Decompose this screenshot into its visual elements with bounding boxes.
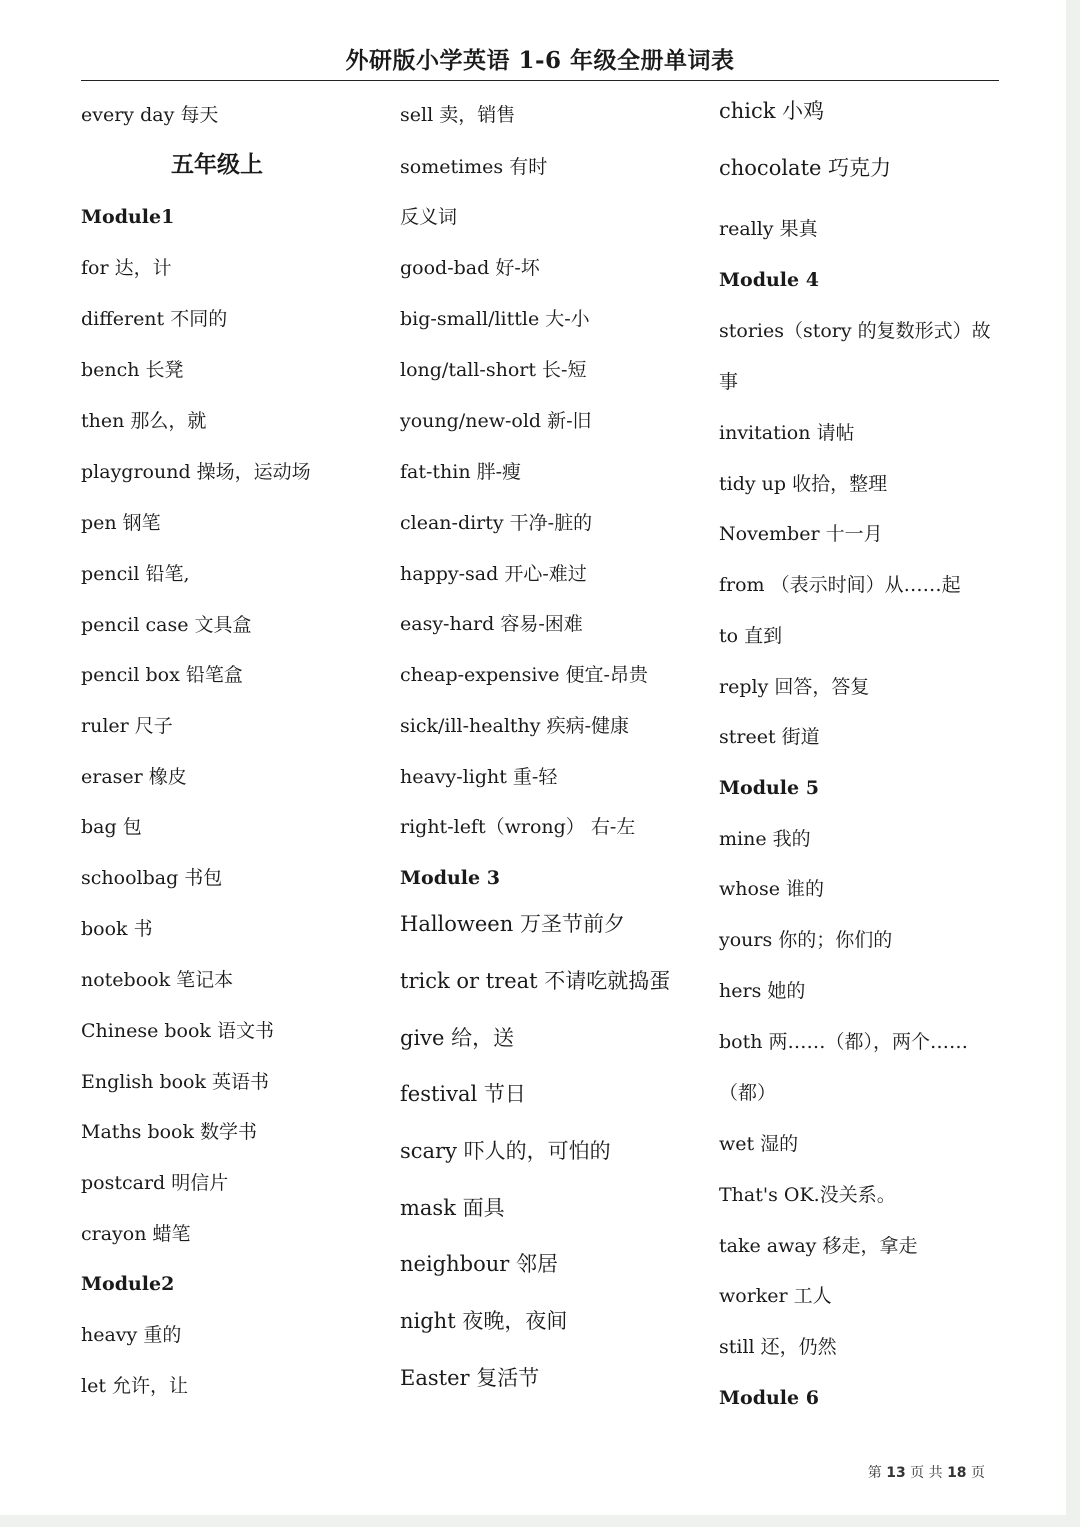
vocab-entry: That's OK.没关系。 (719, 1184, 896, 1206)
vocab-entry: let 允许，让 (81, 1375, 188, 1397)
vocab-entry: sometimes 有时 (400, 156, 548, 178)
section-heading: Module 3 (400, 867, 500, 889)
vocab-entry: Easter 复活节 (400, 1366, 540, 1390)
vocab-entry: happy-sad 开心-难过 (400, 563, 587, 585)
vocab-entry: sick/ill-healthy 疾病-健康 (400, 715, 629, 737)
document-title: 外研版小学英语 1-6 年级全册单词表 (345, 47, 735, 74)
total-page-count: 18 (947, 1465, 967, 1481)
vocab-entry: pen 钢笔 (81, 512, 161, 534)
section-heading: Module 5 (719, 777, 819, 799)
page-footer (868, 1462, 985, 1482)
vocab-entry: notebook 笔记本 (81, 969, 234, 991)
vocab-entry: hers 她的 (719, 980, 806, 1002)
vocab-entry: worker 工人 (719, 1285, 832, 1307)
vocab-entry: trick or treat 不请吃就捣蛋 (400, 969, 671, 993)
vocab-entry: playground 操场，运动场 (81, 461, 311, 483)
vocab-entry: Chinese book 语文书 (81, 1020, 274, 1042)
vocab-entry: Halloween 万圣节前夕 (400, 912, 625, 936)
vocab-entry: give 给，送 (400, 1026, 515, 1050)
vocab-entry: ruler 尺子 (81, 715, 173, 737)
section-heading: Module2 (81, 1273, 175, 1295)
footer-middle: 页 共 (910, 1465, 943, 1481)
section-heading: Module 4 (719, 269, 819, 291)
vocab-entry: street 街道 (719, 726, 820, 748)
vocab-entry: mine 我的 (719, 828, 811, 850)
vocab-entry: then 那么，就 (81, 410, 207, 432)
section-heading: Module1 (81, 206, 175, 228)
vocab-entry: 反义词 (400, 206, 458, 228)
vocab-entry: invitation 请帖 (719, 422, 855, 444)
vocab-entry: night 夜晚，夜间 (400, 1309, 568, 1333)
vocab-entry: long/tall-short 长-短 (400, 359, 587, 381)
vocab-entry: big-small/little 大-小 (400, 308, 590, 330)
vocab-entry: scary 吓人的，可怕的 (400, 1139, 611, 1163)
vocab-entry: tidy up 收拾，整理 (719, 473, 888, 495)
vocab-entry: chocolate 巧克力 (719, 156, 892, 180)
vocab-entry: chick 小鸡 (719, 99, 825, 123)
vocab-entry: Maths book 数学书 (81, 1121, 258, 1143)
vocab-entry: English book 英语书 (81, 1071, 270, 1093)
vocab-entry: yours 你的；你们的 (719, 929, 893, 951)
footer-suffix: 页 (971, 1465, 985, 1481)
vocab-entry: schoolbag 书包 (81, 867, 223, 889)
vocab-entry: fat-thin 胖-瘦 (400, 461, 522, 483)
vocab-entry: book 书 (81, 918, 153, 940)
vocab-entry: bench 长凳 (81, 359, 184, 381)
vocab-entry: every day 每天 (81, 104, 219, 126)
vocab-entry: different 不同的 (81, 308, 228, 330)
vocab-entry: right-left（wrong） 右-左 (400, 816, 636, 838)
vocab-entry: easy-hard 容易-困难 (400, 613, 583, 635)
vocab-entry: sell 卖，销售 (400, 104, 516, 126)
vocab-entry: both 两……（都），两个…… (719, 1031, 969, 1053)
vocab-entry: eraser 橡皮 (81, 766, 187, 788)
vocab-entry: still 还，仍然 (719, 1336, 837, 1358)
current-page-number: 13 (886, 1465, 906, 1481)
vocab-entry: mask 面具 (400, 1196, 505, 1220)
vocab-entry: good-bad 好-坏 (400, 257, 540, 279)
vocab-entry: 事 (719, 371, 739, 393)
vocab-entry: bag 包 (81, 816, 142, 838)
vocab-entry: wet 湿的 (719, 1133, 799, 1155)
vocab-entry: heavy 重的 (81, 1324, 182, 1346)
footer-prefix: 第 (867, 1465, 882, 1481)
vocab-entry: stories（story 的复数形式）故 (719, 320, 991, 342)
vocab-entry: really 果真 (719, 218, 818, 240)
vocab-entry: cheap-expensive 便宜-昂贵 (400, 664, 648, 686)
vocab-entry: neighbour 邻居 (400, 1252, 558, 1276)
vocab-entry: （都） (719, 1082, 777, 1104)
title-divider (81, 80, 999, 81)
vocab-entry: pencil box 铅笔盒 (81, 664, 243, 686)
vocab-entry: clean-dirty 干净-脏的 (400, 512, 593, 534)
vocab-entry: take away 移走，拿走 (719, 1235, 918, 1257)
vocab-entry: postcard 明信片 (81, 1172, 229, 1194)
vocab-entry: pencil case 文具盒 (81, 614, 252, 636)
vocab-entry: pencil 铅笔, (81, 563, 190, 585)
vocab-entry: from （表示时间）从……起 (719, 574, 961, 596)
vocab-entry: reply 回答，答复 (719, 676, 870, 698)
vocab-entry: young/new-old 新-旧 (400, 410, 592, 432)
vocab-entry: November 十一月 (719, 523, 883, 545)
vocab-entry: for 达，计 (81, 257, 172, 279)
vocab-entry: heavy-light 重-轻 (400, 766, 558, 788)
section-heading: Module 6 (719, 1387, 819, 1409)
section-heading: 五年级上 (171, 151, 263, 178)
vocab-entry: to 直到 (719, 625, 783, 647)
vocab-entry: whose 谁的 (719, 878, 824, 900)
vocab-entry: festival 节日 (400, 1082, 526, 1106)
vocab-entry: crayon 蜡笔 (81, 1223, 191, 1245)
